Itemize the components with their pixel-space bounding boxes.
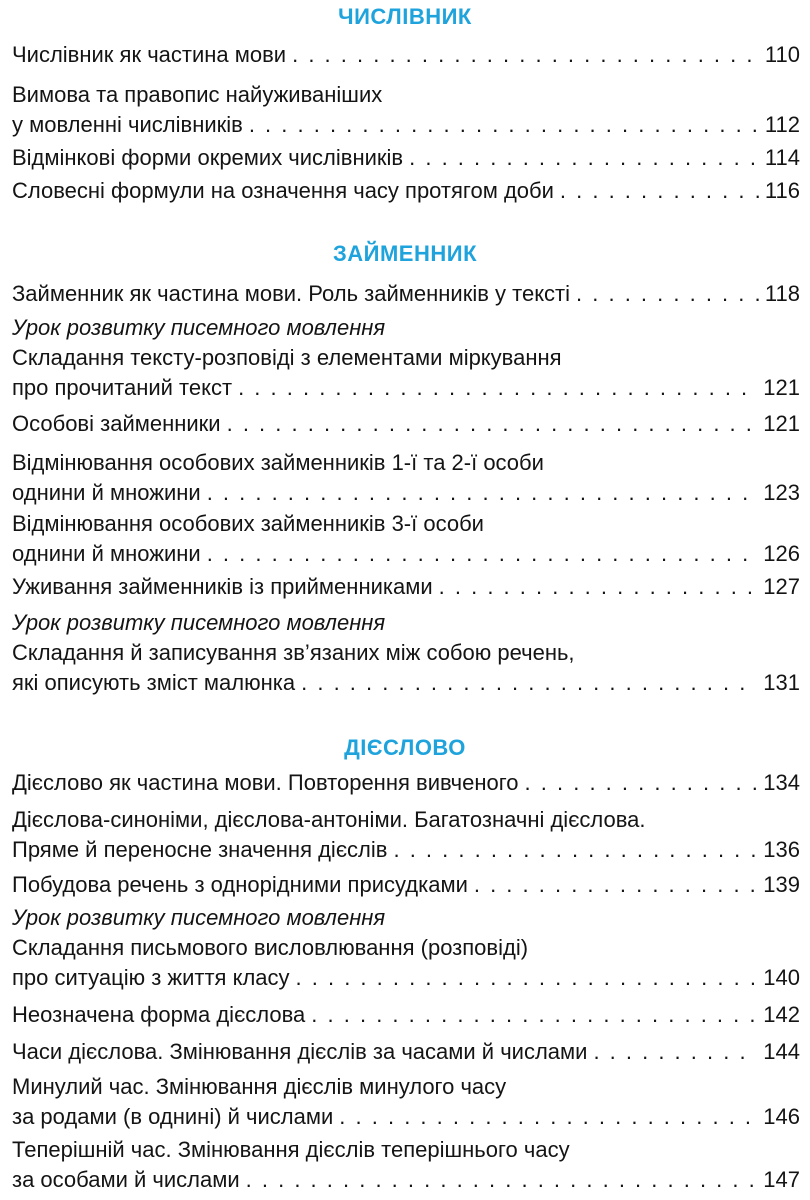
page-number: 144 [763, 1039, 800, 1064]
toc-entry[interactable] [12, 608, 800, 698]
entry-text: Вимова та правопис найуживаніших [12, 82, 383, 107]
toc-entry[interactable] [12, 768, 800, 798]
entry-text: які описують зміст малюнка [12, 670, 296, 695]
page-number: 142 [763, 1002, 800, 1027]
page-number: 140 [763, 965, 800, 990]
toc-entry[interactable] [12, 1072, 800, 1132]
dot-leader [207, 478, 758, 508]
dot-leader [409, 143, 759, 173]
section-title-pronoun: ЗАЙМЕННИК [333, 241, 477, 266]
entry-subtitle: Урок розвитку писемного мовлення [12, 610, 386, 635]
page-number: 134 [763, 770, 800, 795]
entry-text: Особові займенники [12, 411, 221, 436]
entry-text: про ситуацію з життя класу [12, 965, 290, 990]
dot-leader [311, 1000, 757, 1030]
toc-entry[interactable] [12, 279, 800, 309]
entry-text: Теперішній час. Змінювання дієслів теперішнього часу [12, 1137, 570, 1162]
entry-text: за особами й числами [12, 1167, 240, 1192]
entry-text: Відмінювання особових займенників 3-ї особи [12, 511, 484, 536]
dot-leader [249, 110, 759, 140]
toc-entry[interactable] [12, 176, 800, 206]
dot-leader [301, 668, 757, 698]
entry-text: Займенник як частина мови. Роль займенників у тексті [12, 281, 571, 306]
page-number: 131 [763, 670, 800, 695]
entry-text: Дієслово як частина мови. Повторення вивченого [12, 770, 519, 795]
toc-entry[interactable] [12, 509, 800, 569]
page-number: 121 [763, 375, 800, 400]
page-number: 147 [763, 1167, 800, 1192]
entry-text: Складання тексту-розповіді з елементами міркування [12, 345, 562, 370]
toc-entry[interactable] [12, 143, 800, 173]
entry-text: Побудова речень з однорідними присудками [12, 872, 468, 897]
dot-leader [474, 870, 757, 900]
dot-leader [393, 835, 757, 865]
page-number: 110 [764, 42, 800, 67]
entry-text: Минулий час. Змінювання дієслів минулого часу [12, 1074, 507, 1099]
page-number: 127 [763, 574, 800, 599]
entry-text: за родами (в однині) й числами [12, 1104, 334, 1129]
section-title-numeral: ЧИСЛІВНИК [338, 4, 472, 29]
page-number: 114 [764, 145, 800, 170]
dot-leader [339, 1102, 757, 1132]
toc-entry[interactable] [12, 870, 800, 900]
page-number: 126 [763, 541, 800, 566]
toc-entry[interactable] [12, 313, 800, 403]
entry-text: Відмінювання особових займенників 1-ї та 2-ї особи [12, 450, 544, 475]
entry-text: однини й множини [12, 480, 201, 505]
page-number: 112 [764, 112, 800, 137]
dot-leader [560, 176, 759, 206]
entry-text: у мовленні числівників [12, 112, 243, 137]
dot-leader [238, 373, 757, 403]
entry-text: Уживання займенників із прийменниками [12, 574, 433, 599]
page-number: 139 [763, 872, 800, 897]
page-number: 123 [763, 480, 800, 505]
page-number: 116 [764, 178, 800, 203]
dot-leader [246, 1165, 758, 1195]
entry-subtitle: Урок розвитку писемного мовлення [12, 905, 386, 930]
page-number: 146 [763, 1104, 800, 1129]
dot-leader [227, 409, 758, 439]
section-title-verb: ДІЄСЛОВО [344, 735, 466, 760]
page-number: 136 [763, 837, 800, 862]
dot-leader [576, 279, 759, 309]
entry-text: Неозначена форма дієслова [12, 1002, 306, 1027]
dot-leader [525, 768, 758, 798]
entry-text: однини й множини [12, 541, 201, 566]
toc-entry[interactable] [12, 805, 800, 865]
toc-entry[interactable] [12, 903, 800, 993]
dot-leader [207, 539, 758, 569]
entry-text: Словесні формули на означення часу протягом доби [12, 178, 554, 203]
entry-text: Пряме й переносне значення дієслів [12, 837, 388, 862]
dot-leader [593, 1037, 757, 1067]
toc-entry[interactable] [12, 448, 800, 508]
page-number: 118 [764, 281, 800, 306]
entry-text: про прочитаний текст [12, 375, 233, 400]
toc-entry[interactable] [12, 80, 800, 140]
entry-text: Часи дієслова. Змінювання дієслів за часами й числами [12, 1039, 588, 1064]
toc-entry[interactable] [12, 1000, 800, 1030]
dot-leader [292, 40, 759, 70]
toc-entry[interactable] [12, 572, 800, 602]
entry-text: Складання й записування зв’язаних між собою речень, [12, 640, 575, 665]
entry-text: Дієслова-синоніми, дієслова-антоніми. Багатозначні дієслова. [12, 807, 646, 832]
dot-leader [439, 572, 758, 602]
toc-entry[interactable] [12, 409, 800, 439]
dot-leader [296, 963, 758, 993]
entry-text: Складання письмового висловлювання (розповіді) [12, 935, 529, 960]
toc-entry[interactable] [12, 1037, 800, 1067]
page-number: 121 [763, 411, 800, 436]
entry-text: Числівник як частина мови [12, 42, 287, 67]
toc-entry[interactable] [12, 40, 800, 70]
toc-entry[interactable] [12, 1135, 800, 1195]
entry-text: Відмінкові форми окремих числівників [12, 145, 404, 170]
entry-subtitle: Урок розвитку писемного мовлення [12, 315, 386, 340]
